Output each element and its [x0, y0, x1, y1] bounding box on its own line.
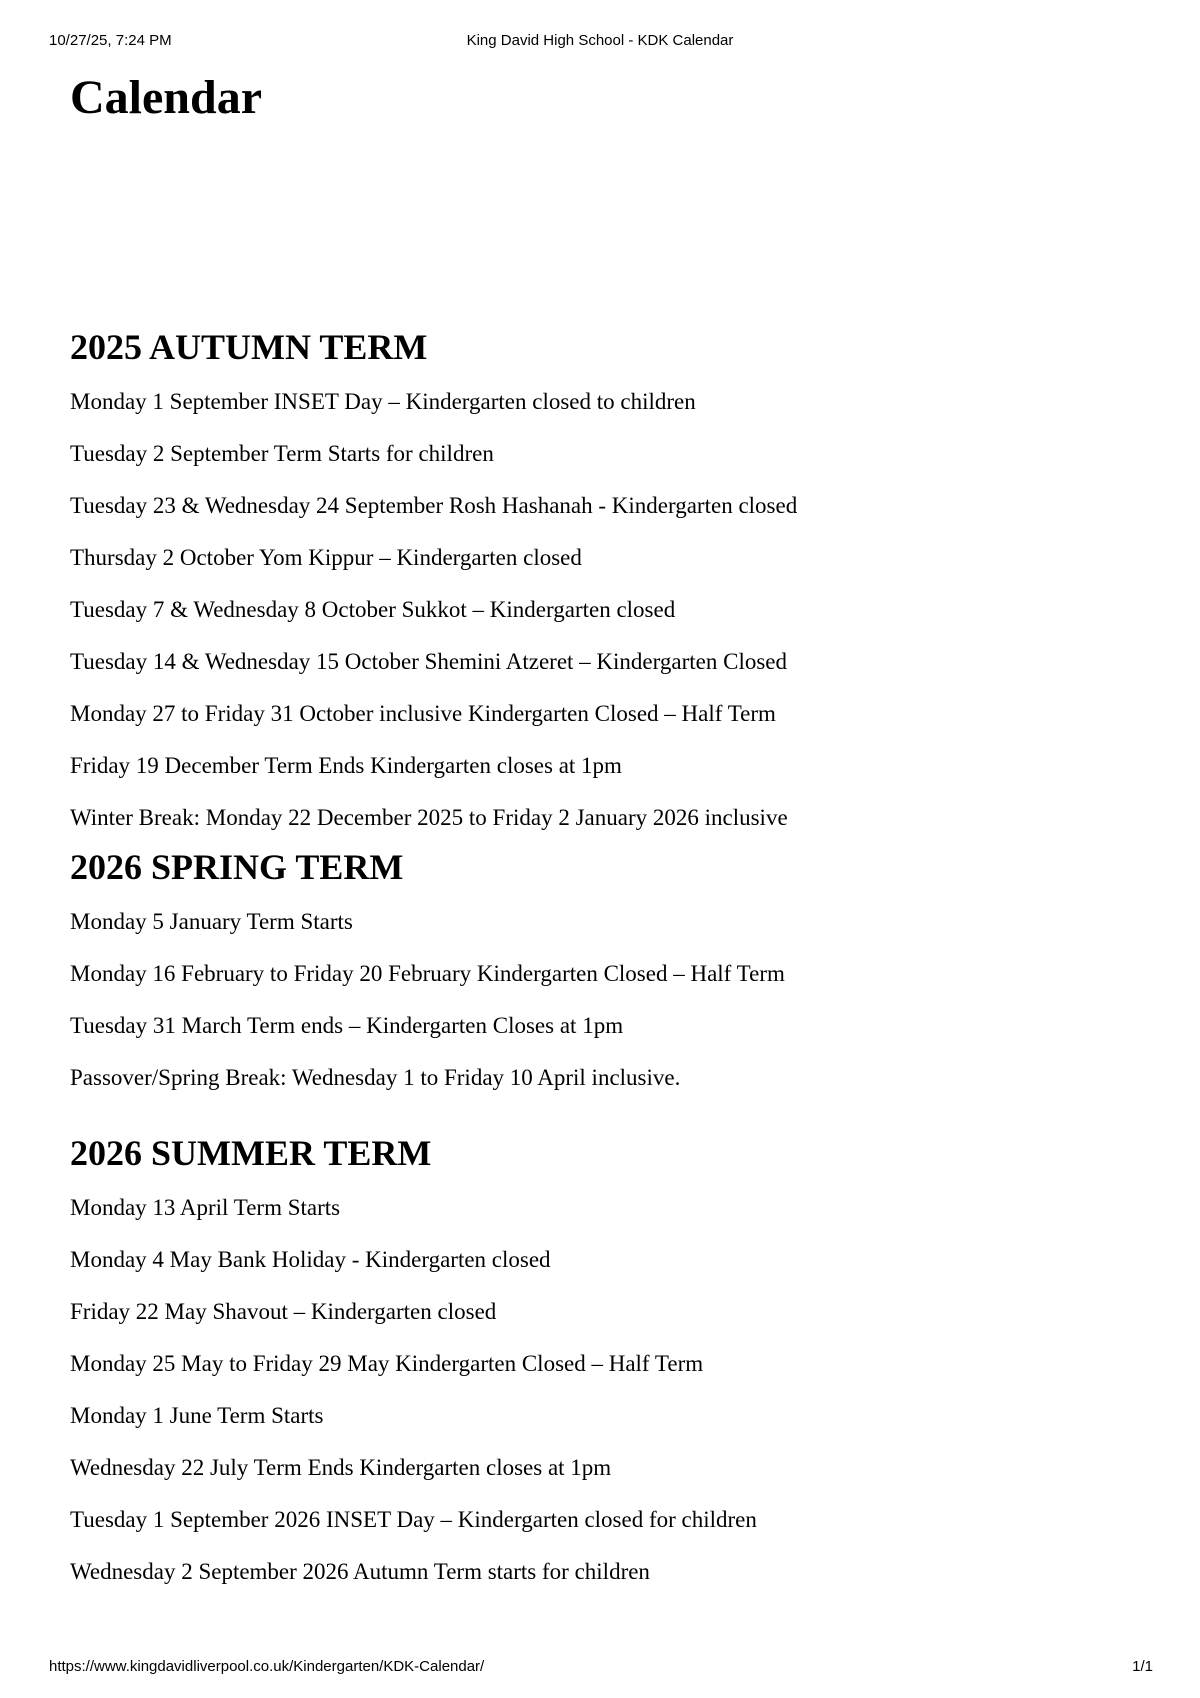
term-date-item: Friday 22 May Shavout – Kindergarten closed: [70, 1299, 497, 1324]
term-date-item: Monday 25 May to Friday 29 May Kindergarten Closed – Half Term: [70, 1351, 704, 1376]
term-date-item: Tuesday 2 September Term Starts for children: [70, 441, 494, 466]
term-section-spring-2026: [70, 845, 1130, 1093]
print-header: [0, 30, 1200, 52]
print-footer: [0, 1656, 1200, 1678]
term-date-item: Passover/Spring Break: Wednesday 1 to Friday 10 April inclusive.: [70, 1065, 681, 1090]
term-date-item: Monday 1 September INSET Day – Kindergarten closed to children: [70, 389, 696, 414]
term-date-item: Wednesday 2 September 2026 Autumn Term starts for children: [70, 1559, 650, 1584]
term-date-item: Monday 16 February to Friday 20 February Kindergarten Closed – Half Term: [70, 961, 785, 986]
print-page-count: 1/1: [1132, 1658, 1153, 1675]
term-heading: 2026 SPRING TERM: [70, 847, 404, 887]
term-date-list: [70, 1193, 1130, 1587]
page-title: Calendar: [70, 71, 262, 124]
print-url: https://www.kingdavidliverpool.co.uk/Kindergarten/KDK-Calendar/: [49, 1658, 485, 1675]
term-date-item: Tuesday 31 March Term ends – Kindergarten Closes at 1pm: [70, 1013, 624, 1038]
term-date-item: Tuesday 7 & Wednesday 8 October Sukkot – Kindergarten closed: [70, 597, 676, 622]
term-date-item: Tuesday 14 & Wednesday 15 October Shemini Atzeret – Kindergarten Closed: [70, 649, 787, 674]
term-heading: 2026 SUMMER TERM: [70, 1133, 432, 1173]
page-content: [70, 68, 1130, 1587]
term-date-item: Winter Break: Monday 22 December 2025 to Friday 2 January 2026 inclusive: [70, 805, 788, 830]
term-section-autumn-2025: [70, 325, 1130, 833]
term-date-list: [70, 387, 1130, 833]
print-page-title: King David High School - KDK Calendar: [466, 32, 734, 49]
term-date-item: Monday 13 April Term Starts: [70, 1195, 341, 1220]
print-datetime: 10/27/25, 7:24 PM: [49, 32, 172, 49]
term-heading: 2025 AUTUMN TERM: [70, 327, 428, 367]
term-date-list: [70, 907, 1130, 1093]
term-date-item: Tuesday 23 & Wednesday 24 September Rosh Hashanah - Kindergarten closed: [70, 493, 798, 518]
term-section-summer-2026: [70, 1131, 1130, 1587]
term-date-item: Monday 5 January Term Starts: [70, 909, 353, 934]
term-date-item: Monday 1 June Term Starts: [70, 1403, 324, 1428]
term-date-item: Wednesday 22 July Term Ends Kindergarten closes at 1pm: [70, 1455, 612, 1480]
term-date-item: Tuesday 1 September 2026 INSET Day – Kindergarten closed for children: [70, 1507, 757, 1532]
term-date-item: Monday 4 May Bank Holiday - Kindergarten closed: [70, 1247, 551, 1272]
term-date-item: Thursday 2 October Yom Kippur – Kindergarten closed: [70, 545, 582, 570]
term-date-item: Friday 19 December Term Ends Kindergarten closes at 1pm: [70, 753, 622, 778]
term-date-item: Monday 27 to Friday 31 October inclusive Kindergarten Closed – Half Term: [70, 701, 776, 726]
